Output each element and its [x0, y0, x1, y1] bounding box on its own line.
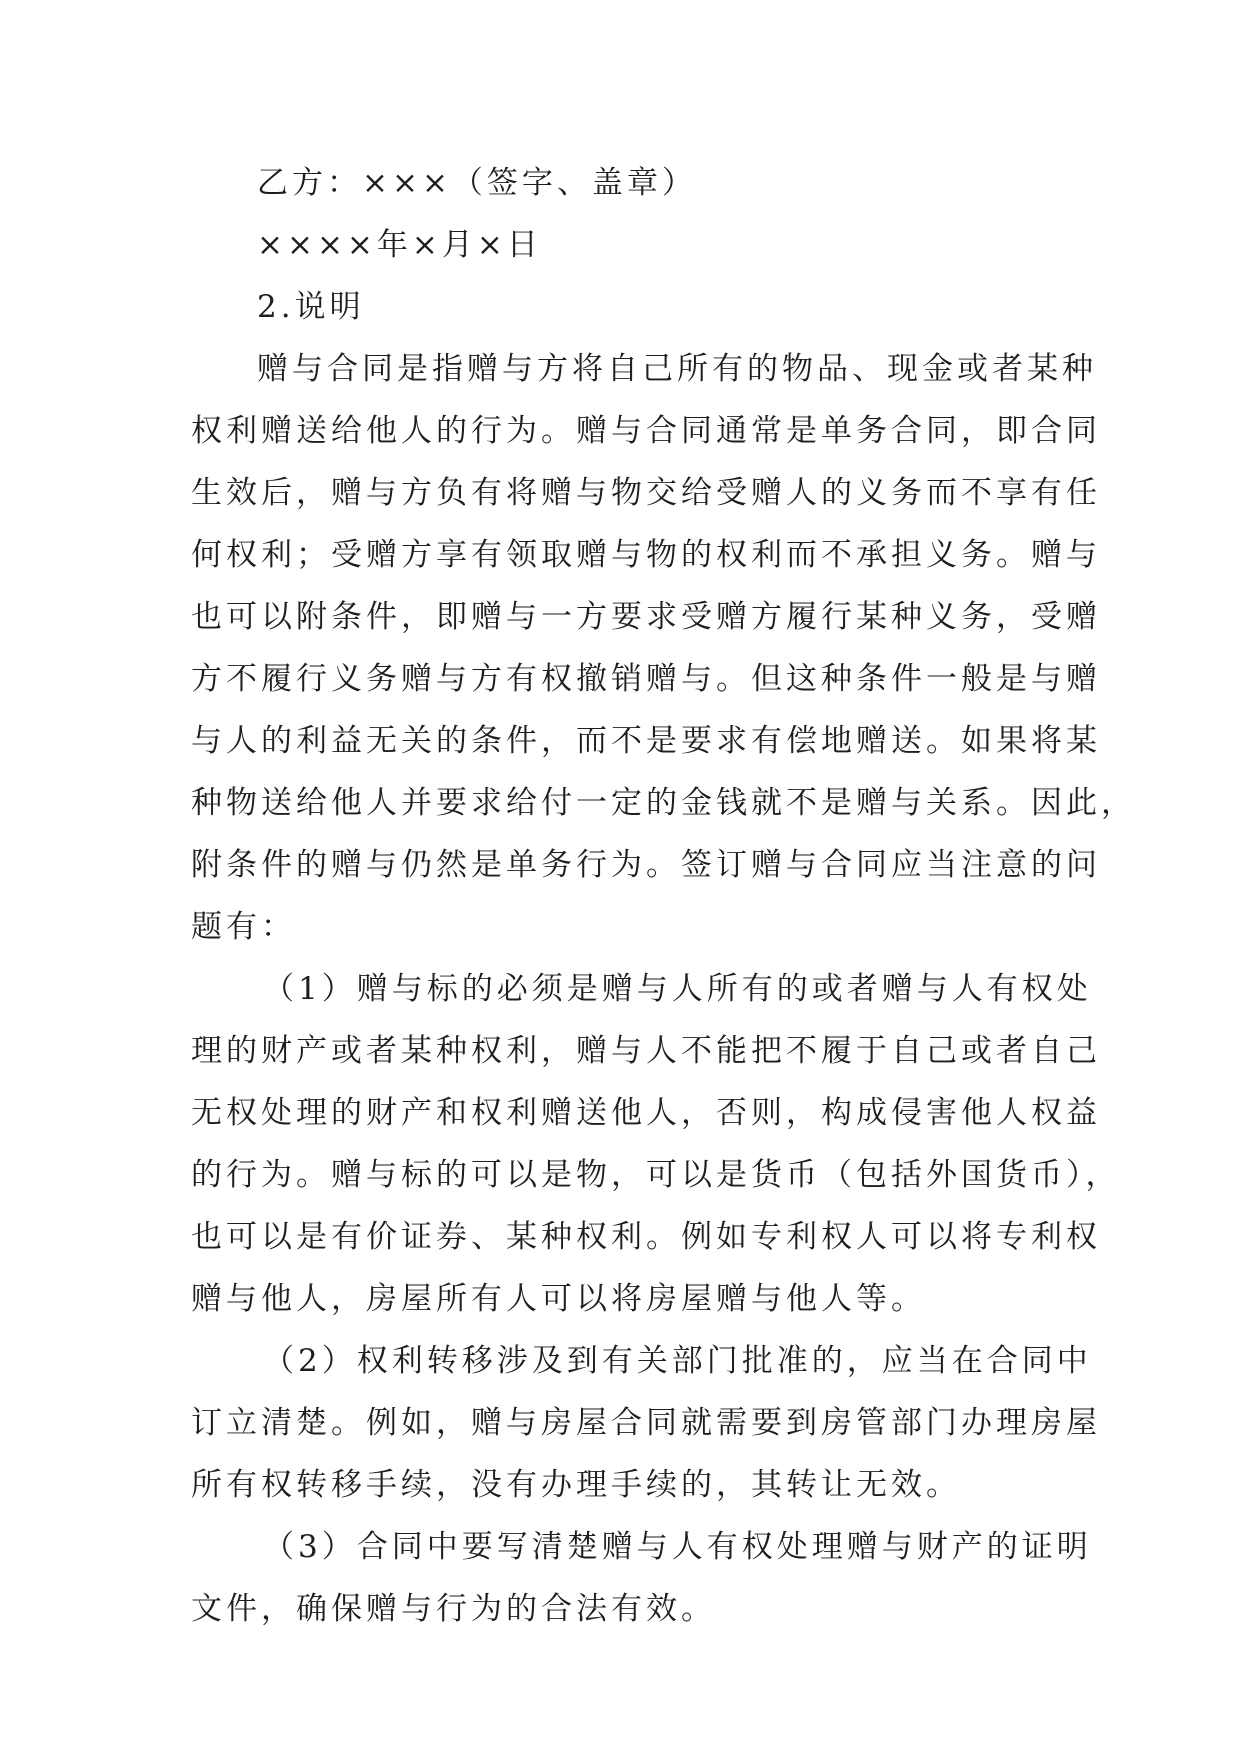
list-item-line: 文件，确保赠与行为的合法有效。: [191, 1591, 716, 1627]
list-item-line: （1）赠与标的必须是赠与人所有的或者赠与人有权处: [263, 971, 1092, 1007]
list-item-line: （2）权利转移涉及到有关部门批准的，应当在合同中: [263, 1343, 1092, 1379]
paragraph-line: 题有：: [191, 909, 296, 945]
paragraph-line: 权利赠送给他人的行为。赠与合同通常是单务合同，即合同: [191, 413, 1101, 449]
paragraph-explanation: [191, 338, 1136, 958]
list-item-line: 赠与他人，房屋所有人可以将房屋赠与他人等。: [191, 1281, 926, 1317]
paragraph-line: 赠与合同是指赠与方将自己所有的物品、现金或者某种: [257, 351, 1097, 387]
party-b-signature-line: 乙方：×××（签字、盖章）: [257, 165, 697, 201]
list-item-line: 的行为。赠与标的可以是物，可以是货币（包括外国货币），: [191, 1157, 1121, 1193]
list-item-line: （3）合同中要写清楚赠与人有权处理赠与财产的证明: [263, 1529, 1092, 1565]
list-item-1: [191, 958, 1121, 1330]
list-item-3: [191, 1516, 1092, 1640]
paragraph-line: 方不履行义务赠与方有权撤销赠与。但这种条件一般是与赠: [191, 661, 1101, 697]
document-page: [191, 152, 1136, 1640]
list-item-line: 无权处理的财产和权利赠送他人，否则，构成侵害他人权益: [191, 1095, 1101, 1131]
paragraph-line: 与人的利益无关的条件，而不是要求有偿地赠送。如果将某: [191, 723, 1101, 759]
section-title: 2.说明: [257, 289, 365, 325]
list-item-line: 理的财产或者某种权利，赠与人不能把不履于自己或者自己: [191, 1033, 1101, 1069]
paragraph-line: 何权利；受赠方享有领取赠与物的权利而不承担义务。赠与: [191, 537, 1101, 573]
list-item-line: 也可以是有价证券、某种权利。例如专利权人可以将专利权: [191, 1219, 1101, 1255]
paragraph-line: 也可以附条件，即赠与一方要求受赠方履行某种义务，受赠: [191, 599, 1101, 635]
paragraph-line: 种物送给他人并要求给付一定的金钱就不是赠与关系。因此，: [191, 785, 1136, 821]
paragraph-line: 附条件的赠与仍然是单务行为。签订赠与合同应当注意的问: [191, 847, 1101, 883]
signature-date-line: ××××年×月×日: [257, 227, 542, 263]
list-item-line: 所有权转移手续，没有办理手续的，其转让无效。: [191, 1467, 961, 1503]
list-item-2: [191, 1330, 1101, 1516]
paragraph-line: 生效后，赠与方负有将赠与物交给受赠人的义务而不享有任: [191, 475, 1101, 511]
list-item-line: 订立清楚。例如，赠与房屋合同就需要到房管部门办理房屋: [191, 1405, 1101, 1441]
